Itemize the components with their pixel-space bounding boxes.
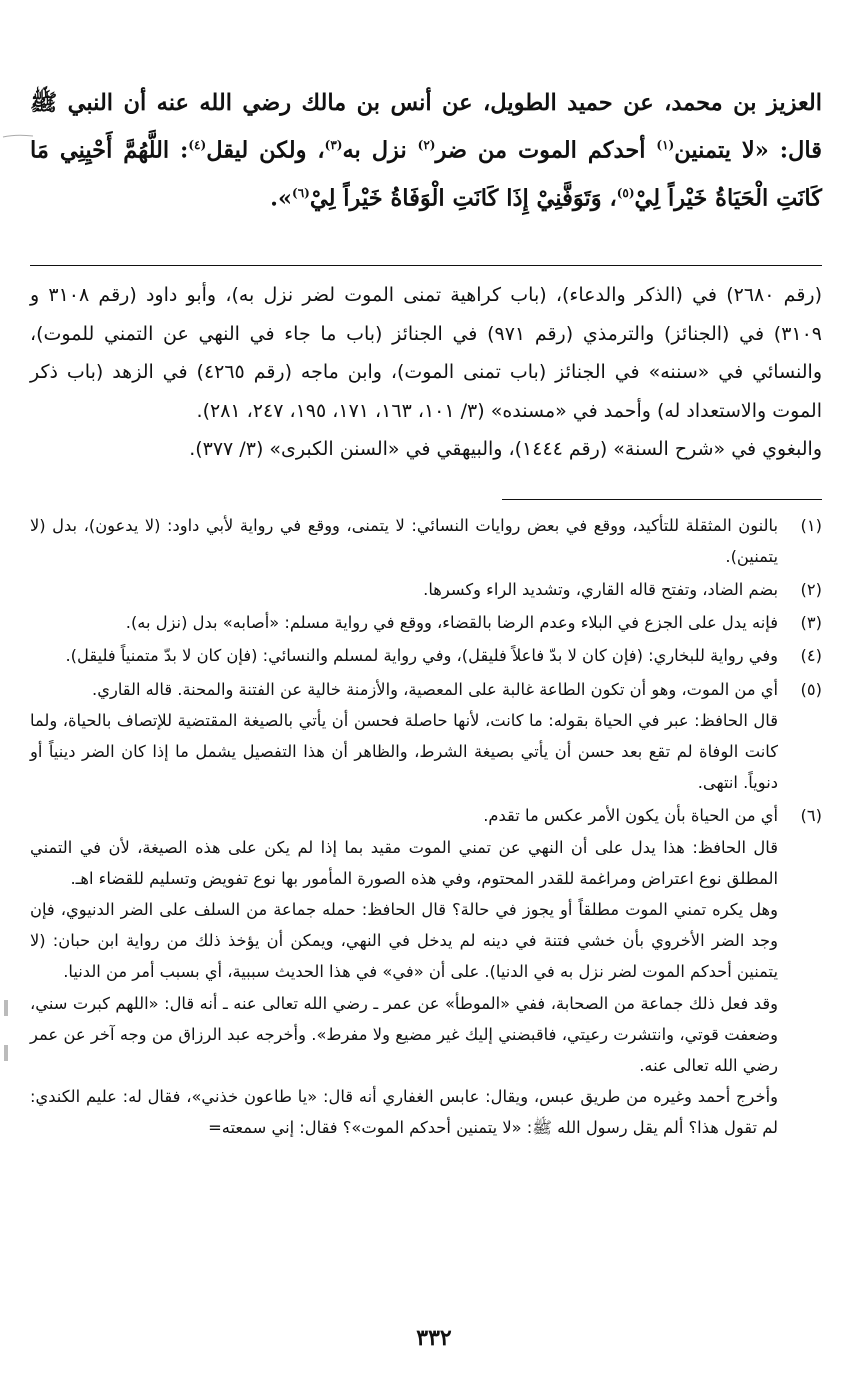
footnote-text: فإنه يدل على الجزع في البلاء وعدم الرضا بالقضاء، ووقع في رواية مسلم: «أصابه» بدل (نزل به). bbox=[125, 613, 778, 633]
hadith-segment: : اللَّهُمَّ أَحْيِنِي مَا كَانَتِ الْحَيَاةُ خَيْراً لِيْ bbox=[30, 137, 822, 211]
footnote-text: أي من الحياة بأن يكون الأمر عكس ما تقدم. bbox=[483, 806, 778, 826]
page-body bbox=[30, 82, 822, 1146]
hadith-segment: نزل به bbox=[342, 137, 418, 164]
footnote-1 bbox=[30, 510, 822, 572]
footnote-text: وقد فعل ذلك جماعة من الصحابة، ففي «الموطأ» عن عمر ـ رضي الله تعالى عنه ـ أنه قال: «اللهم كبرت سني، وضعفت قوتي، وانتشرت رعيتي، فاقبضني إليك غير مضيع ولا مفرط». وأخرجه عبد الرزاق من وجه آخر عن عمر رضي الله تعالى عنه. bbox=[30, 993, 778, 1075]
footnote-6 bbox=[30, 800, 822, 1143]
hadith-segment: ». bbox=[270, 185, 293, 211]
salawat-glyph: ﷺ bbox=[30, 90, 58, 116]
footnote-text: قال الحافظ: عبر في الحياة بقوله: ما كانت، لأنها حاصلة فحسن أن يأتي بالصيغة المقتضية للإتصاف بالحياة، ولما كانت الوفاة لم تقع بعد حسن أن يأتي بصيغة الشرط، والظاهر أن هذا التفصيل يشمل ما إذا كان الضر دينياً أو دنوياً. انتهى. bbox=[30, 710, 778, 793]
section-divider bbox=[30, 265, 822, 266]
footnote-text: قال الحافظ: هذا يدل على أن النهي عن تمني الموت مقيد بما إذا لم يكن على هذه الصيغة، لأن في التمني المطلق نوع اعتراض ومراغمة للقدر المحتوم، وفي هذه الصورة المأمور بها نوع تفويض وتسليم للقضاء اهـ. bbox=[30, 837, 778, 888]
footnote-divider bbox=[502, 499, 822, 500]
footnote-number: (٥) bbox=[800, 679, 822, 699]
footnote-text: بالنون المثقلة للتأكيد، ووقع في بعض روايات النسائي: لا يتمنى، ووقع في رواية لأبي داود: (لا يدعون)، بدل (لا يتمنين). bbox=[30, 515, 778, 566]
footnote-text: وأخرج أحمد وغيره من طريق عبس، ويقال: عابس الغفاري أنه قال: «يا طاعون خذني»، فقال له: عليم الكندي: لم تقول هذا؟ ألم يقل رسول الله ﷺ: «لا يتمنين أحدكم الموت»؟ فقال: إني سمعته= bbox=[30, 1087, 778, 1138]
footnote-marker-6: (٦) bbox=[292, 185, 310, 200]
footnote-number: (١) bbox=[800, 515, 822, 535]
footnote-text: أي من الموت، وهو أن تكون الطاعة غالبة على المعصية، والأزمنة خالية عن الفتنة والمحنة. قاله القاري. bbox=[92, 679, 778, 699]
footnotes bbox=[30, 510, 822, 1144]
footnote-text: بضم الضاد، وتفتح قاله القاري، وتشديد الراء وكسرها. bbox=[423, 579, 778, 599]
footnote-number: (٢) bbox=[800, 579, 822, 599]
footnote-5 bbox=[30, 674, 822, 799]
margin-edge-mark bbox=[4, 1000, 8, 1016]
hadith-segment: ، وَتَوَفَّنِيْ إِذَا كَانَتِ الْوَفَاةُ خَيْراً لِيْ bbox=[309, 185, 617, 211]
page-number: ٣٣٢ bbox=[416, 1325, 452, 1351]
hadith-text bbox=[30, 82, 822, 219]
footnote-3 bbox=[30, 607, 822, 638]
footnote-number: (٦) bbox=[800, 806, 822, 826]
footnote-marker-2: (٢) bbox=[417, 138, 436, 152]
footnote-number: (٣) bbox=[800, 613, 822, 633]
footnote-marker-3: (٣) bbox=[324, 138, 343, 152]
footnote-marker-5: (٥) bbox=[616, 185, 635, 200]
hadith-isnad: العزيز بن محمد، عن حميد الطويل، عن أنس بن مالك رضي الله عنه أن النبي bbox=[67, 90, 822, 116]
hadith-segment: أحدكم الموت من ضر bbox=[435, 137, 657, 164]
reference-paragraph: والبغوي في «شرح السنة» (رقم ١٤٤٤)، والبيهقي في «السنن الكبرى» (٣/ ٣٧٧). bbox=[189, 438, 822, 460]
footnote-text: وفي رواية للبخاري: (فإن كان لا بدّ فاعلاً فليقل)، وفي رواية لمسلم والنسائي: (فإن كان لا بدّ متمنياً فليقل). bbox=[65, 646, 778, 666]
hadith-segment: قال: «لا يتمنين bbox=[674, 137, 822, 164]
hadith-segment: ، ولكن ليقل bbox=[206, 137, 325, 164]
footnote-marker-1: (١) bbox=[656, 138, 675, 152]
reference-paragraph: (رقم ٢٦٨٠) في (الذكر والدعاء)، (باب كراهية تمنى الموت لضر نزل به)، وأبو داود (رقم ٣١٠٨ و ٣١٠٩) في (الجنائز) والترمذي (رقم ٩٧١) في الجنائز (باب ما جاء في النهي عن التمني للموت)، والنسائي في «سننه» في الجنائز (باب تمنى الموت)، وابن ماجه (رقم ٤٢٦٥) في الزهد (باب ذكر الموت والاستعداد له) وأحمد في «مسنده» (٣/ ١٠١، ١٦٣، ١٧١، ١٩٥، ٢٤٧، ٢٨١). bbox=[30, 284, 823, 422]
takhrij-references bbox=[30, 276, 822, 469]
margin-edge-mark bbox=[4, 1045, 8, 1061]
footnote-2 bbox=[30, 574, 822, 605]
footnote-4 bbox=[30, 640, 822, 671]
footnote-number: (٤) bbox=[800, 646, 822, 666]
footnote-text: وهل يكره تمني الموت مطلقاً أو يجوز في حالة؟ قال الحافظ: حمله جماعة من السلف على الضر الدنيوي، فإن وجد الضر الأخروي بأن خشي فتنة في دينه لم يدخل في النهي، ويمكن أن يؤخذ ذلك من رواية ابن حبان: (لا يتمنين أحدكم الموت لضر نزل به في الدنيا). على أن «في» في هذا الحديث سببية، أي بسبب أمر من الدنيا. bbox=[30, 899, 778, 982]
footnote-marker-4: (٤) bbox=[188, 138, 207, 152]
